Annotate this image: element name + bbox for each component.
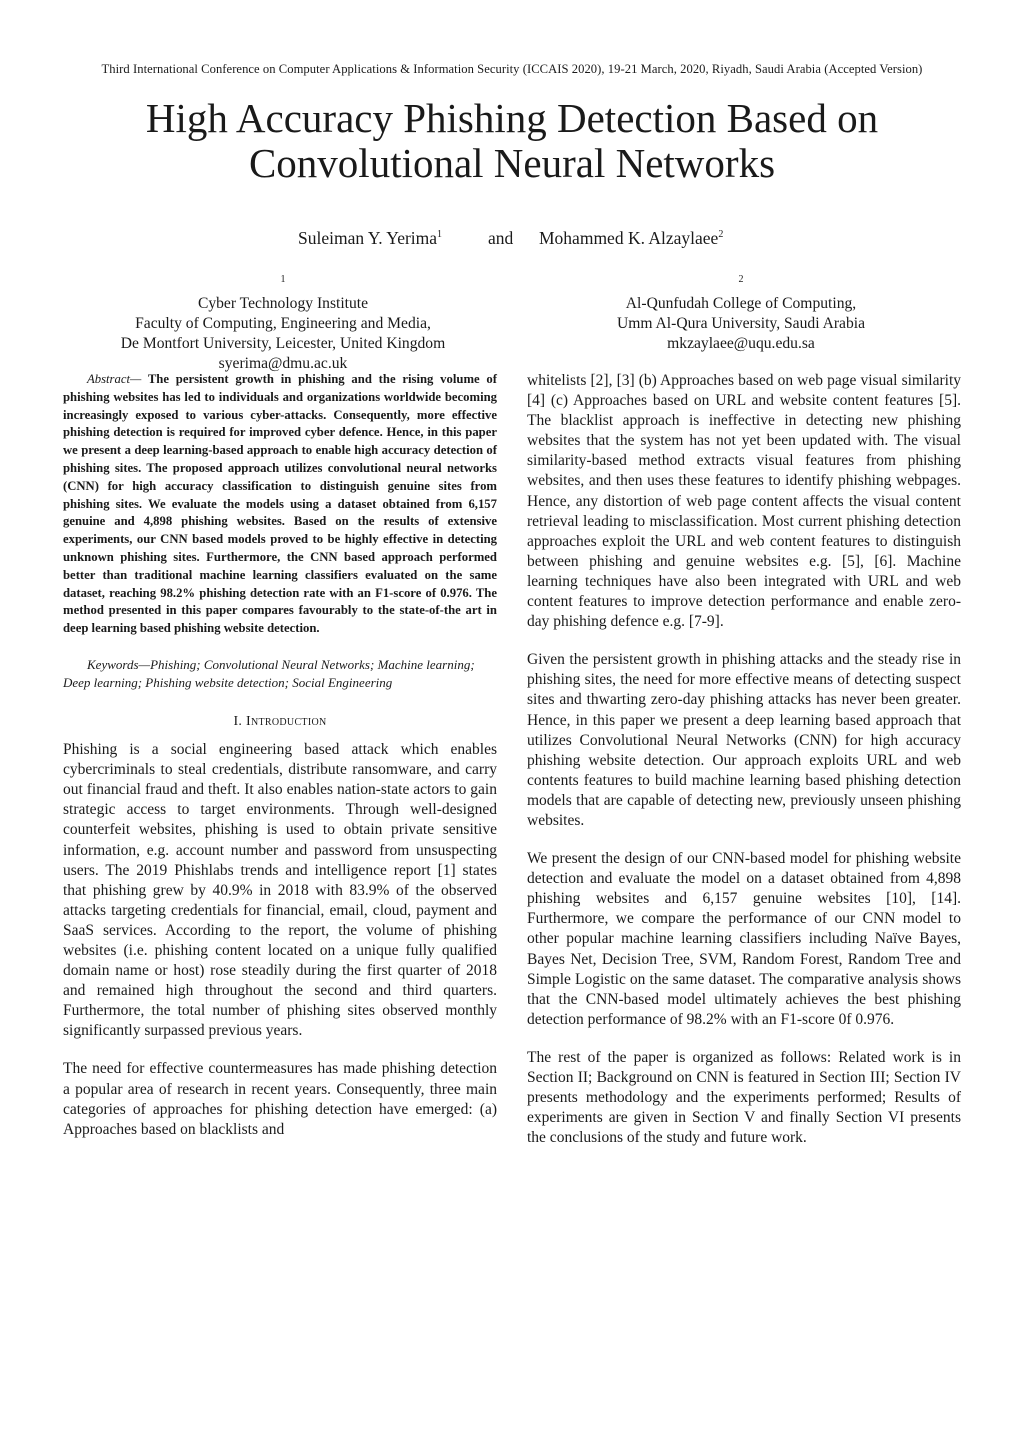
affiliation-1-line-3: De Montfort University, Leicester, United Kingdom xyxy=(120,335,446,352)
intro-paragraph-5: We present the design of our CNN-based model for phishing website detection and evaluate the model on a dataset obtained from 4,898 phishing websites and 6,157 genuine websites [10], [14]. Furthermore, we compare the performance of our CNN model to other popular machine learning classifiers including Naïve Bayes, Bayes Net, Decision Tree, SVM, Random Forest, Random Tree and Simple Logistic on the same dataset. The comparative analysis shows that the CNN-based model ultimately achieves the best phishing detection performance of 98.2% with an F1-score 0f 0.976. xyxy=(527,850,961,1028)
affiliation-2-email: mkzaylaee@uqu.edu.sa xyxy=(667,335,815,352)
keywords-label: Keywords— xyxy=(87,656,151,672)
author-1-name: Suleiman Y. Yerima xyxy=(298,228,438,248)
author-connector: and xyxy=(488,228,514,248)
author-1-superscript: 1 xyxy=(437,229,443,241)
author-2 xyxy=(539,228,723,249)
right-column xyxy=(527,371,961,1148)
paper-title-line-1: High Accuracy Phishing Detection Based on xyxy=(145,95,879,141)
intro-paragraph-2: The need for effective countermeasures has made phishing detection a popular area of research in recent years. Consequently, three main categories of approaches for phishing detection have emerged: (a) Approaches based on blacklists and xyxy=(63,1060,497,1138)
author-2-superscript: 2 xyxy=(718,229,724,241)
intro-paragraph-6: The rest of the paper is organized as follows: Related work is in Section II; Background on CNN is featured in Section III; Section IV presents methodology and the experiments performed; Results of experiments are given in Section V and finally Section VI presents the conclusions of the study and future work. xyxy=(527,1048,961,1147)
affiliation-2-institute: Al-Qunfudah College of Computing, xyxy=(625,295,857,312)
author-2-name: Mohammed K. Alzaylaee xyxy=(539,228,719,248)
affiliation-1-line-2: Faculty of Computing, Engineering and Media, xyxy=(135,315,431,332)
paper-title-line-2: Convolutional Neural Networks xyxy=(248,140,776,186)
affiliation-1 xyxy=(73,274,493,374)
affiliation-2 xyxy=(531,274,951,354)
affiliation-1-email: syerima@dmu.ac.uk xyxy=(218,355,348,372)
abstract-text: The persistent growth in phishing and the rising volume of phishing websites has led to individuals and organizations worldwide becoming increasingly exposed to various cyber-attacks. Consequently, more effective phishing detection is required for improved cyber defence. Hence, in this paper we present a deep learning-based approach to enable high accuracy detection of phishing sites. The proposed approach utilizes convolutional neural networks (CNN) for high accuracy classification to distinguish genuine sites from phishing sites. We evaluate the models using a dataset obtained from 6,157 genuine and 4,898 phishing websites. Based on the results of extensive experiments, our CNN based models proved to be highly effective in detecting unknown phishing sites. Furthermore, the CNN based approach performed better than traditional machine learning classifiers evaluated on the same dataset, reaching 98.2% phishing detection rate with an F1-score of 0.976. The method presented in this paper compares favourably to the state-of-the art in deep learning based phishing website detection. xyxy=(63,372,497,636)
intro-paragraph-4: Given the persistent growth in phishing attacks and the steady rise in phishing sites, the need for more effective means of detecting suspect sites and thwarting zero-day phishing attacks has never been greater. Hence, in this paper we present a deep learning based approach that utilizes Convolutional Neural Networks (CNN) for high accuracy phishing website detection. Our approach exploits URL and web contents features to build machine learning based phishing detection models that are capable of detecting new, previously unseen phishing websites. xyxy=(527,651,961,829)
section-heading-introduction: I. Introduction xyxy=(233,713,327,729)
abstract xyxy=(63,371,497,638)
keywords xyxy=(63,656,497,692)
affiliation-2-line-1 xyxy=(531,274,951,314)
keywords-text: Phishing; Convolutional Neural Networks; Machine learning; Deep learning; Phishing website detection; Social Engineering xyxy=(63,656,475,690)
affiliation-2-line-2: Umm Al-Qura University, Saudi Arabia xyxy=(616,315,865,332)
conference-header: Third International Conference on Computer Applications & Information Security (ICCAIS 2020), 19-21 March, 2020, Riyadh, Saudi Arabia (Accepted Version) xyxy=(101,62,923,76)
affiliation-1-institute: Cyber Technology Institute xyxy=(197,295,369,312)
intro-paragraph-1: Phishing is a social engineering based attack which enables cybercriminals to steal credentials, distribute ransomware, and carry out financial fraud and theft. It also enables nation-state actors to gain strategic access to target environments. Through well-designed counterfeit websites, phishing is used to obtain private sensitive information, e.g. account number and password from unsuspecting users. The 2019 Phishlabs trends and intelligence report [1] states that phishing grew by 40.9% in 2018 with 83.9% of the observed attacks targeting credentials for financial, email, cloud, payment and SaaS services. According to the report, the volume of phishing websites (i.e. phishing content located on a unique fully qualified domain name or host) rose steadily during the first quarter of 2018 and remained high throughout the second and third quarters. Furthermore, the total number of phishing sites observed monthly significantly surpassed previous years. xyxy=(63,741,497,1040)
affiliation-1-line-1 xyxy=(73,274,493,314)
left-column xyxy=(63,371,497,1140)
affiliation-2-superscript: 2 xyxy=(738,273,744,285)
affiliation-1-superscript: 1 xyxy=(280,273,286,285)
author-1 xyxy=(298,228,442,249)
paper-title xyxy=(0,96,1024,186)
abstract-label: Abstract— xyxy=(87,372,142,386)
intro-paragraph-3: whitelists [2], [3] (b) Approaches based on web page visual similarity [4] (c) Approaches based on URL and website content features [5]. The blacklist approach is ineffective in detecting new phishing websites that the system has not yet been updated with. The visual similarity-based method extracts visual features from phishing websites, and then uses these features to identify phishing webpages. Hence, any distortion of web page content affects the visual content retrieval leading to misclassification. Most current phishing detection approaches exploit the URL and web content features to distinguish between phishing and genuine websites e.g. [5], [6]. Machine learning techniques have also been integrated with URL and web content features to improve detection performance and enable zero-day phishing defence e.g. [7-9]. xyxy=(527,372,961,631)
